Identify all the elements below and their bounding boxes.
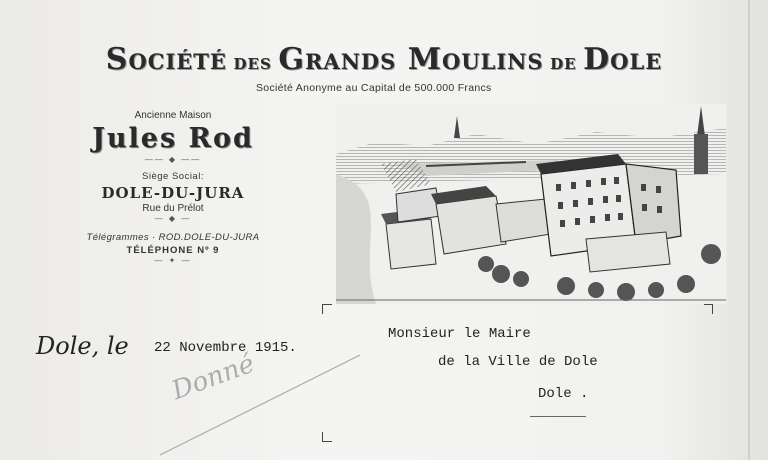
corner-mark (322, 304, 323, 314)
ornament-divider: — ✦ — (154, 256, 192, 265)
church-tower-base (694, 134, 708, 174)
company-name-part2: des (233, 49, 272, 75)
building (396, 188, 441, 222)
mill-annex (436, 196, 506, 254)
underline-rule (530, 416, 586, 417)
founder-name: Jules Rod (92, 123, 254, 154)
pencil-stroke (150, 350, 370, 460)
head-office-label: Siège Social: (142, 171, 204, 182)
mill-engraving (336, 104, 726, 304)
company-name-part5: Dole (583, 42, 663, 77)
sender-block (58, 108, 288, 266)
telegram-address: Télégrammes · ROD.DOLE-DU-JURA (86, 232, 260, 243)
ornament-divider: — ◆ — (154, 214, 192, 223)
ornament-divider: —— ◆ —— (144, 155, 202, 164)
head-office-street: Rue du Prélot (142, 203, 204, 214)
corner-mark (712, 304, 713, 314)
company-name-part1: Société (105, 42, 227, 77)
corner-mark (322, 304, 332, 305)
telephone-number: TÉLÉPHONE Nº 9 (126, 245, 220, 256)
company-name-part3: Grands Moulins (278, 42, 544, 77)
letter-date: 22 Novembre 1915. (154, 340, 297, 356)
recipient-line-1: Monsieur le Maire (388, 326, 531, 342)
recipient-line-3: Dole . (538, 386, 589, 402)
recipient-line-2: de la Ville de Dole (438, 354, 598, 370)
pencil-annotation: Donné (168, 348, 259, 407)
main-mill-side (626, 164, 681, 244)
building (496, 199, 551, 242)
company-name (0, 42, 768, 77)
company-subtitle: Société Anonyme au Capital de 500.000 Francs (256, 82, 492, 94)
place-label: Dole, le (36, 332, 129, 360)
former-house-label: Ancienne Maison (134, 110, 212, 121)
corner-mark (704, 304, 713, 305)
head-office-city: DOLE-DU-JURA (101, 184, 245, 202)
warehouse (386, 219, 436, 269)
company-name-part4: de (550, 49, 577, 75)
